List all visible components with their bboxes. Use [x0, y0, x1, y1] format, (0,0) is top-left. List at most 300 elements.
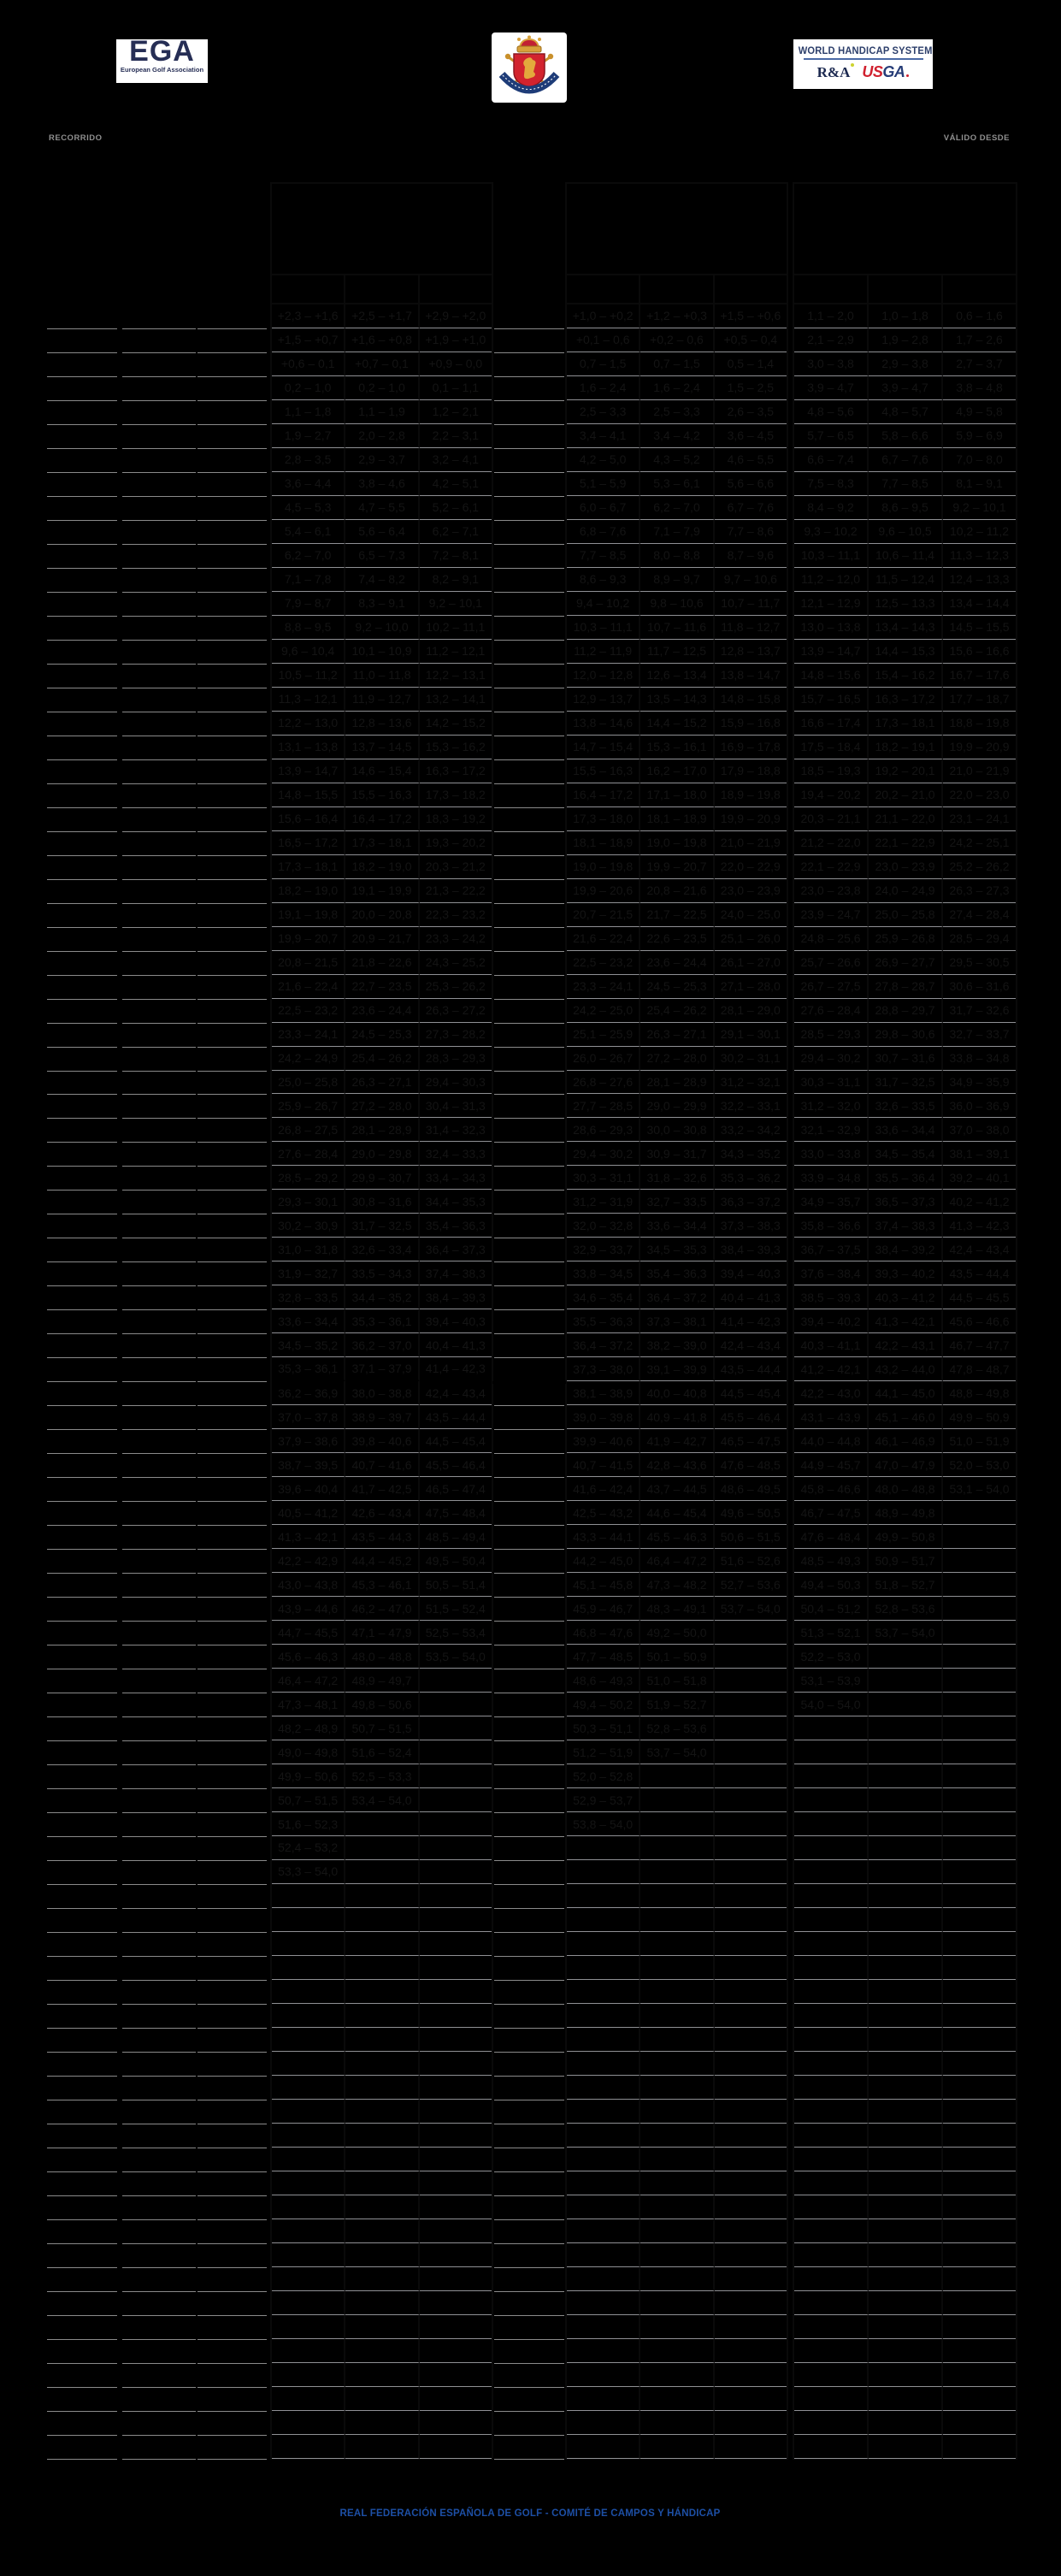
range-cell: 8,1 – 9,1 [943, 472, 1016, 496]
range-cell [420, 1836, 492, 1860]
range-cell: 2,5 – 3,3 [640, 400, 714, 424]
table-row [567, 2435, 787, 2459]
range-cell [420, 1740, 492, 1764]
range-cell: 3,2 – 4,1 [420, 448, 492, 472]
table-row [272, 2291, 492, 2315]
range-cell: 13,0 – 13,8 [794, 616, 869, 640]
blank-rule-line [197, 904, 267, 928]
range-cell [869, 1716, 943, 1740]
range-cell [345, 1860, 419, 1884]
blank-rule-line [197, 1789, 267, 1813]
table-row [567, 1980, 787, 2004]
range-cell: 7,1 – 7,9 [640, 520, 714, 544]
table-row [272, 1501, 492, 1525]
blank-rule-line [494, 736, 564, 760]
range-cell: 0,6 – 1,6 [943, 304, 1016, 328]
range-cell: 31,4 – 32,3 [420, 1118, 492, 1142]
table-row [794, 664, 1016, 688]
table-row [272, 1357, 492, 1381]
range-cell: 32,1 – 32,9 [794, 1118, 869, 1142]
blank-rule-line [494, 1238, 564, 1262]
table-row [272, 1597, 492, 1621]
range-cell: 19,0 – 19,8 [567, 855, 640, 879]
range-cell: 4,8 – 5,6 [794, 400, 869, 424]
range-cell: 6,6 – 7,4 [794, 448, 869, 472]
range-cell: 28,5 – 29,3 [794, 1023, 869, 1047]
range-cell: 47,3 – 48,2 [640, 1573, 714, 1597]
range-cell: 29,0 – 29,9 [640, 1094, 714, 1118]
range-cell [640, 2387, 714, 2411]
table-row [272, 1740, 492, 1764]
blank-rule-line [122, 305, 196, 329]
blank-rule-line [47, 353, 117, 377]
blank-rule-line [197, 2172, 267, 2196]
block-ratings [272, 246, 492, 274]
range-cell: 15,6 – 16,6 [943, 640, 1016, 664]
blank-rule-line [47, 1143, 117, 1167]
range-cell [943, 2052, 1016, 2076]
table-row [272, 2315, 492, 2339]
range-cell [943, 2291, 1016, 2315]
range-cell: 38,7 – 39,5 [272, 1453, 345, 1477]
blank-rule-line [47, 1167, 117, 1191]
blank-rule-line [122, 832, 196, 856]
blank-rule-line [197, 736, 267, 760]
range-cell: 47,7 – 48,5 [567, 1645, 640, 1669]
range-cell: 40,2 – 41,2 [943, 1190, 1016, 1214]
blank-rule-line [494, 1526, 564, 1550]
sr-label: SR: [886, 257, 903, 267]
range-cell: 25,4 – 26,2 [345, 1047, 419, 1071]
range-cell [567, 2219, 640, 2243]
blank-rule-line [494, 856, 564, 880]
range-cell [345, 1884, 419, 1908]
blank-rule-line [47, 1382, 117, 1406]
range-cell: 45,3 – 46,1 [345, 1573, 419, 1597]
table-row [272, 568, 492, 592]
range-cell: 28,3 – 29,3 [420, 1047, 492, 1071]
range-cell: 37,0 – 37,8 [272, 1405, 345, 1429]
table-row [794, 2124, 1016, 2148]
table-row [272, 1214, 492, 1238]
range-cell [715, 1693, 787, 1716]
range-cell: 6,8 – 7,6 [567, 520, 640, 544]
range-cell: 44,5 – 45,4 [715, 1381, 787, 1405]
range-cell: 9,6 – 10,4 [272, 640, 345, 664]
blank-rule-line [197, 425, 267, 449]
table-row [272, 1405, 492, 1429]
range-cell: 27,4 – 28,4 [943, 903, 1016, 927]
blank-rule-line [197, 473, 267, 497]
range-cell [640, 2267, 714, 2291]
range-cell: 42,5 – 43,2 [567, 1501, 640, 1525]
range-cell [640, 2052, 714, 2076]
table-row [794, 1333, 1016, 1357]
range-cell: 40,3 – 41,2 [869, 1285, 943, 1309]
range-cell [567, 2028, 640, 2052]
table-row [272, 1836, 492, 1860]
range-cell [345, 2267, 419, 2291]
blank-rule-line [122, 1645, 196, 1669]
table-row [794, 1932, 1016, 1956]
blank-rule-line [122, 1167, 196, 1191]
range-cell [715, 2267, 787, 2291]
range-cell [715, 2004, 787, 2028]
range-cell [794, 2195, 869, 2219]
range-cell [794, 2171, 869, 2195]
range-cell: 51,9 – 52,7 [640, 1693, 714, 1716]
range-cell: 12,2 – 13,1 [420, 664, 492, 688]
range-cell: 2,2 – 3,1 [420, 424, 492, 448]
table-row [272, 352, 492, 376]
range-cell: 25,1 – 26,0 [715, 927, 787, 951]
range-cell: 8,2 – 9,1 [420, 568, 492, 592]
blank-rule-line [197, 1454, 267, 1478]
table-row [567, 400, 787, 424]
table-row [567, 304, 787, 328]
blank-rule-line [494, 1454, 564, 1478]
blank-rule-line [47, 1909, 117, 1933]
range-cell: 14,6 – 15,4 [345, 759, 419, 783]
blank-rule-line [47, 329, 117, 353]
blank-rule-line [494, 2436, 564, 2460]
range-cell: 10,5 – 11,2 [272, 664, 345, 688]
range-cell [715, 2243, 787, 2267]
blank-rule-line [122, 425, 196, 449]
range-cell: 18,1 – 18,9 [640, 807, 714, 831]
range-cell: 27,7 – 28,5 [567, 1094, 640, 1118]
range-cell: 30,3 – 31,1 [794, 1071, 869, 1095]
table-row [567, 1716, 787, 1740]
table-row [272, 2243, 492, 2267]
range-cell [794, 2267, 869, 2291]
blank-rule-line [494, 2244, 564, 2268]
table-row [567, 1333, 787, 1357]
range-cell: 43,0 – 43,8 [272, 1573, 345, 1597]
blank-rule-line [122, 1191, 196, 1214]
range-cell [869, 2267, 943, 2291]
blank-rule-line [197, 928, 267, 952]
blank-rule-line [47, 2220, 117, 2244]
range-cell [420, 2004, 492, 2028]
range-cell: 15,4 – 16,2 [869, 664, 943, 688]
blank-rule-line [197, 2124, 267, 2148]
range-cell: 45,8 – 46,6 [794, 1477, 869, 1501]
range-cell: 26,7 – 27,5 [794, 975, 869, 999]
range-cell: 11,5 – 12,4 [869, 568, 943, 592]
blank-rule-line [197, 1693, 267, 1717]
table-row [794, 759, 1016, 783]
range-cell [567, 2363, 640, 2387]
blank-rule-line [47, 1191, 117, 1214]
table-row [567, 2315, 787, 2339]
table-row [794, 1812, 1016, 1836]
range-cell: 20,8 – 21,5 [272, 951, 345, 975]
range-cell [420, 2195, 492, 2219]
table-row [272, 951, 492, 975]
range-cell: 46,7 – 47,5 [794, 1501, 869, 1525]
range-cell: 19,9 – 20,9 [943, 736, 1016, 759]
range-cell: 51,5 – 52,4 [420, 1597, 492, 1621]
table-row [567, 2148, 787, 2171]
blank-rule-line [197, 1286, 267, 1310]
table-row [794, 1788, 1016, 1812]
range-cell: 1,9 – 2,7 [272, 424, 345, 448]
blank-rule-line [122, 593, 196, 617]
range-cell: 14,8 – 15,6 [794, 664, 869, 688]
blank-rule-line [494, 545, 564, 569]
blank-rule-line [47, 665, 117, 688]
blank-rule-line [47, 1933, 117, 1957]
range-cell: 53,7 – 54,0 [869, 1621, 943, 1645]
range-cell [715, 1788, 787, 1812]
range-cell: 17,3 – 18,1 [272, 855, 345, 879]
range-cell: 35,8 – 36,6 [794, 1214, 869, 1238]
range-cell: 37,4 – 38,3 [420, 1261, 492, 1285]
table-row [794, 1477, 1016, 1501]
range-cell: 33,8 – 34,8 [943, 1047, 1016, 1071]
table-row [567, 496, 787, 520]
range-cell: 51,0 – 51,9 [943, 1429, 1016, 1453]
range-cell: 13,4 – 14,3 [869, 616, 943, 640]
table-row [794, 999, 1016, 1023]
sr-label: SR: [657, 257, 675, 267]
range-cell: 29,9 – 30,7 [345, 1166, 419, 1190]
range-cell: 1,2 – 2,1 [420, 400, 492, 424]
range-cell: 27,8 – 28,7 [869, 975, 943, 999]
range-cell [715, 2076, 787, 2100]
range-cell: 43,5 – 44,4 [420, 1405, 492, 1429]
blank-rule-line [122, 2124, 196, 2148]
blank-rule-line [47, 1526, 117, 1550]
table-row [794, 1309, 1016, 1333]
table-row [272, 1788, 492, 1812]
table-row [272, 759, 492, 783]
range-cell: 33,9 – 34,8 [794, 1166, 869, 1190]
ega-logo [116, 35, 208, 83]
range-cell: 21,0 – 21,9 [943, 759, 1016, 783]
range-cell: 46,2 – 47,0 [345, 1597, 419, 1621]
range-cell [943, 2004, 1016, 2028]
table-row [272, 1908, 492, 1932]
range-cell: 14,2 – 15,2 [420, 712, 492, 736]
range-cell: 46,4 – 47,2 [272, 1669, 345, 1693]
table-row [567, 640, 787, 664]
handwriting-lines-col3 [197, 305, 267, 2460]
table-row [794, 1884, 1016, 1908]
range-cell [943, 1645, 1016, 1669]
range-cell: 48,0 – 48,8 [869, 1477, 943, 1501]
range-cell: 4,2 – 5,1 [420, 472, 492, 496]
range-cell: 38,9 – 39,7 [345, 1405, 419, 1429]
table-row [794, 2315, 1016, 2339]
table-row [794, 1357, 1016, 1381]
blank-rule-line [494, 1430, 564, 1454]
range-cell: 43,3 – 44,1 [567, 1525, 640, 1549]
table-row [567, 1860, 787, 1884]
table-row [794, 951, 1016, 975]
range-cell [869, 1693, 943, 1716]
table-row [794, 2387, 1016, 2411]
table-row [794, 1405, 1016, 1429]
range-cell: 21,1 – 22,0 [869, 807, 943, 831]
blank-rule-line [122, 1454, 196, 1478]
range-cell [345, 2363, 419, 2387]
table-row [272, 2339, 492, 2363]
blank-rule-line [122, 449, 196, 473]
range-cell: 19,0 – 19,8 [640, 831, 714, 855]
table-row [794, 1860, 1016, 1884]
range-cell: 35,4 – 36,3 [420, 1214, 492, 1238]
table-row [794, 2195, 1016, 2219]
table-row [794, 2171, 1016, 2195]
table-row [567, 2411, 787, 2435]
blank-rule-line [47, 1262, 117, 1286]
range-cell [272, 1980, 345, 2004]
allowance-header-informal: INFORMAL 100% [272, 275, 345, 303]
blank-rule-line [47, 904, 117, 928]
range-cell: 49,4 – 50,2 [567, 1693, 640, 1716]
range-cell: 49,6 – 50,5 [715, 1501, 787, 1525]
range-cell [567, 1860, 640, 1884]
range-cell: 13,8 – 14,7 [715, 664, 787, 688]
blank-rule-line [494, 1072, 564, 1096]
blank-rule-line [494, 1095, 564, 1119]
blank-rule-line [197, 1262, 267, 1286]
blank-rule-line [197, 2077, 267, 2100]
range-cell: 52,8 – 53,6 [640, 1716, 714, 1740]
range-cell: 0,2 – 1,0 [345, 376, 419, 400]
par-label: PAR: [439, 257, 463, 267]
table-row [272, 640, 492, 664]
range-cell [272, 2315, 345, 2339]
range-cell: 16,3 – 17,2 [869, 688, 943, 712]
blank-rule-line [122, 2436, 196, 2460]
blank-rule-line [197, 1813, 267, 1837]
range-cell: 8,8 – 9,5 [272, 616, 345, 640]
range-cell: 21,0 – 21,9 [715, 831, 787, 855]
range-cell: 1,5 – 2,5 [715, 376, 787, 400]
blank-rule-line [494, 1048, 564, 1072]
range-cell: 31,7 – 32,6 [943, 999, 1016, 1023]
blank-rule-line [122, 1813, 196, 1837]
table-row [794, 2411, 1016, 2435]
range-cell [715, 2411, 787, 2435]
blank-rule-line [122, 1909, 196, 1933]
range-cell: 41,4 – 42,3 [715, 1309, 787, 1333]
range-cell: 34,6 – 35,4 [567, 1285, 640, 1309]
range-cell: 10,2 – 11,2 [943, 520, 1016, 544]
blank-rule-line [122, 1382, 196, 1406]
range-cell: 36,4 – 37,3 [420, 1238, 492, 1261]
blank-rule-line [122, 1406, 196, 1430]
range-cell: 44,0 – 44,8 [794, 1429, 869, 1453]
table-row [794, 831, 1016, 855]
table-row [794, 736, 1016, 759]
blank-rule-line [47, 712, 117, 736]
blank-rule-line [122, 1669, 196, 1693]
blank-rule-line [47, 1502, 117, 1526]
range-cell: 5,6 – 6,6 [715, 472, 787, 496]
range-cell [794, 2315, 869, 2339]
table-row [794, 568, 1016, 592]
blank-rule-line [197, 593, 267, 617]
range-cell [345, 1956, 419, 1980]
range-cell: 45,6 – 46,3 [272, 1645, 345, 1669]
range-cell [869, 2171, 943, 2195]
blank-rule-line [47, 2124, 117, 2148]
table-row [794, 1214, 1016, 1238]
sr-label: SR: [363, 257, 380, 267]
range-cell: 33,5 – 34,3 [345, 1261, 419, 1285]
blank-rule-line [197, 2412, 267, 2436]
range-cell [794, 2124, 869, 2148]
range-cell [567, 1980, 640, 2004]
blank-rule-line [122, 377, 196, 401]
range-cell: 17,7 – 18,7 [943, 688, 1016, 712]
blank-rule-line [47, 1837, 117, 1861]
range-cell: 2,8 – 3,5 [272, 448, 345, 472]
table-row [272, 999, 492, 1023]
range-cell: 16,9 – 17,8 [715, 736, 787, 759]
range-cell [640, 1764, 714, 1788]
range-cell: 36,2 – 36,9 [272, 1381, 345, 1405]
table-row [794, 2076, 1016, 2100]
table-row [567, 1309, 787, 1333]
blank-rule-line [197, 521, 267, 545]
range-cell: 37,4 – 38,3 [869, 1214, 943, 1238]
range-cell: 53,7 – 54,0 [715, 1597, 787, 1621]
range-cell: 11,0 – 11,8 [345, 664, 419, 688]
range-cell: 45,1 – 45,8 [567, 1573, 640, 1597]
sr-value: 124 [905, 251, 930, 268]
range-cell: 32,8 – 33,5 [272, 1285, 345, 1309]
range-cell: 2,6 – 3,5 [715, 400, 787, 424]
table-row [794, 1549, 1016, 1573]
range-cell: 49,9 – 50,9 [943, 1405, 1016, 1429]
table-row [272, 712, 492, 736]
table-row [272, 1645, 492, 1669]
range-cell [943, 1740, 1016, 1764]
range-cell: 11,3 – 12,1 [272, 688, 345, 712]
range-cell [869, 2219, 943, 2243]
table-row [794, 927, 1016, 951]
blank-rule-line [122, 1933, 196, 1957]
range-cell [715, 2171, 787, 2195]
range-cell: 18,2 – 19,0 [272, 879, 345, 903]
range-cell [943, 1956, 1016, 1980]
range-cell: 7,4 – 8,2 [345, 568, 419, 592]
table-row [567, 1669, 787, 1693]
range-cell [943, 1812, 1016, 1836]
blank-rule-line [494, 569, 564, 593]
range-cell: 28,5 – 29,2 [272, 1166, 345, 1190]
allowance-header-fourball: FOUR BALL 85% [722, 279, 780, 302]
range-cell [715, 1716, 787, 1740]
range-cell [420, 1764, 492, 1788]
range-cell: 17,5 – 18,4 [794, 736, 869, 759]
range-cell [420, 2243, 492, 2267]
table-row [567, 2076, 787, 2100]
blank-rule-line [197, 1095, 267, 1119]
range-cell [420, 2387, 492, 2411]
blank-rule-line [47, 425, 117, 449]
range-cell: 48,9 – 49,8 [869, 1501, 943, 1525]
blank-rule-line [494, 2053, 564, 2077]
range-cell: +0,2 – 0,6 [640, 328, 714, 352]
table-row [567, 1597, 787, 1621]
range-cell: 50,6 – 51,5 [715, 1525, 787, 1549]
